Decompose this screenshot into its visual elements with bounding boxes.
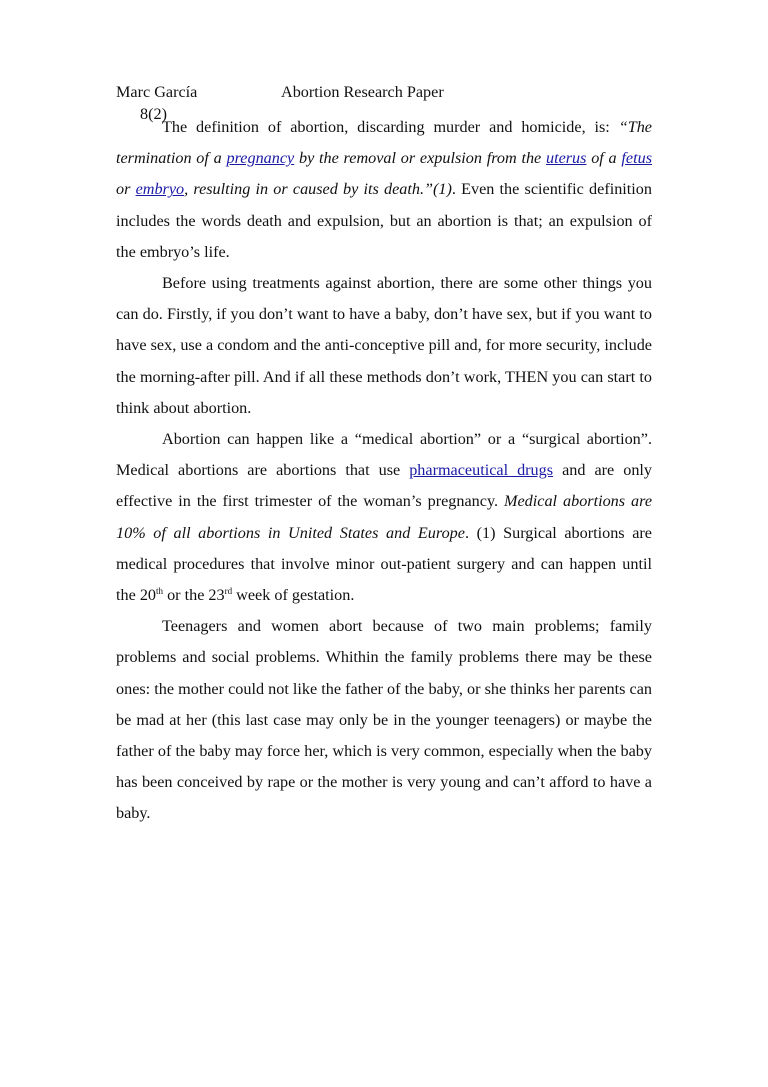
paragraph-3-text-b: and are only effective in the first trimester of the woman’s pregnancy. [116,461,653,511]
paragraph-1 [116,112,652,268]
link-fetus[interactable]: fetus [621,149,652,168]
superscript-th: th [156,586,164,597]
paragraph-3 [116,424,652,611]
paragraph-1-text-b: . Even the scientific definition includes the words death and expulsion, but an abortion is that; an expulsion of the embryo’s life. [116,180,652,261]
statistic-italic: Medical abortions are 10% of all abortions in United States and Europe [116,492,653,542]
link-pregnancy[interactable]: pregnancy [226,149,295,168]
document-page [116,80,652,830]
link-pharmaceutical-drugs[interactable]: pharmaceutical drugs [409,461,554,480]
body-text [116,112,652,830]
quote-part-1: “The termination of a [116,118,652,168]
quote-part-3: of a [586,149,622,168]
paper-title: Abortion Research Paper [281,83,444,101]
page-header [116,80,652,128]
paragraph-4: Teenagers and women abort because of two main problems; family problems and social problems. Whithin the family problems there may be these ones: the mother could not like the father of the baby, or she thinks her parents can be mad at her (this last case may only be in the younger teenagers) or maybe the father of the baby may force her, which is very common, especially when the baby has been conceived by rape or the mother is very young and can’t afford to have a baby. [116,617,652,823]
paragraph-3-text-c: . (1) Surgical abortions are medical procedures that involve minor out-patient surgery and can happen until the 20 [116,523,652,605]
author-name: Marc García [116,83,198,101]
link-uterus[interactable]: uterus [545,149,587,168]
quote-part-2: by the removal or expulsion from the [294,149,546,168]
paragraph-3-text-e: week of gestation. [232,586,355,605]
paragraph-2: Before using treatments against abortion, there are some other things you can do. Firstly, if you don’t want to have a baby, don’t have sex, but if you want to have sex, use a condom and the anti-conceptive pill and, for more security, include the morning-after pill. And if all these methods don’t work, THEN you can start to think about abortion. [116,274,652,417]
paragraph-3-text-a: Abortion can happen like a “medical abortion” or a “surgical abortion”. Medical abortions are abortions that use [116,430,652,480]
superscript-rd: rd [224,586,233,597]
page-number: 8(2) [140,105,167,123]
link-embryo[interactable]: embryo [135,180,185,199]
quote-part-4: or [116,180,136,199]
paragraph-3-text-d: or the 23 [163,586,225,605]
paragraph-1-text-a: The definition of abortion, discarding murder and homicide, is: [162,118,619,136]
quote-part-5: , resulting in or caused by its death.”(1) [184,180,452,199]
